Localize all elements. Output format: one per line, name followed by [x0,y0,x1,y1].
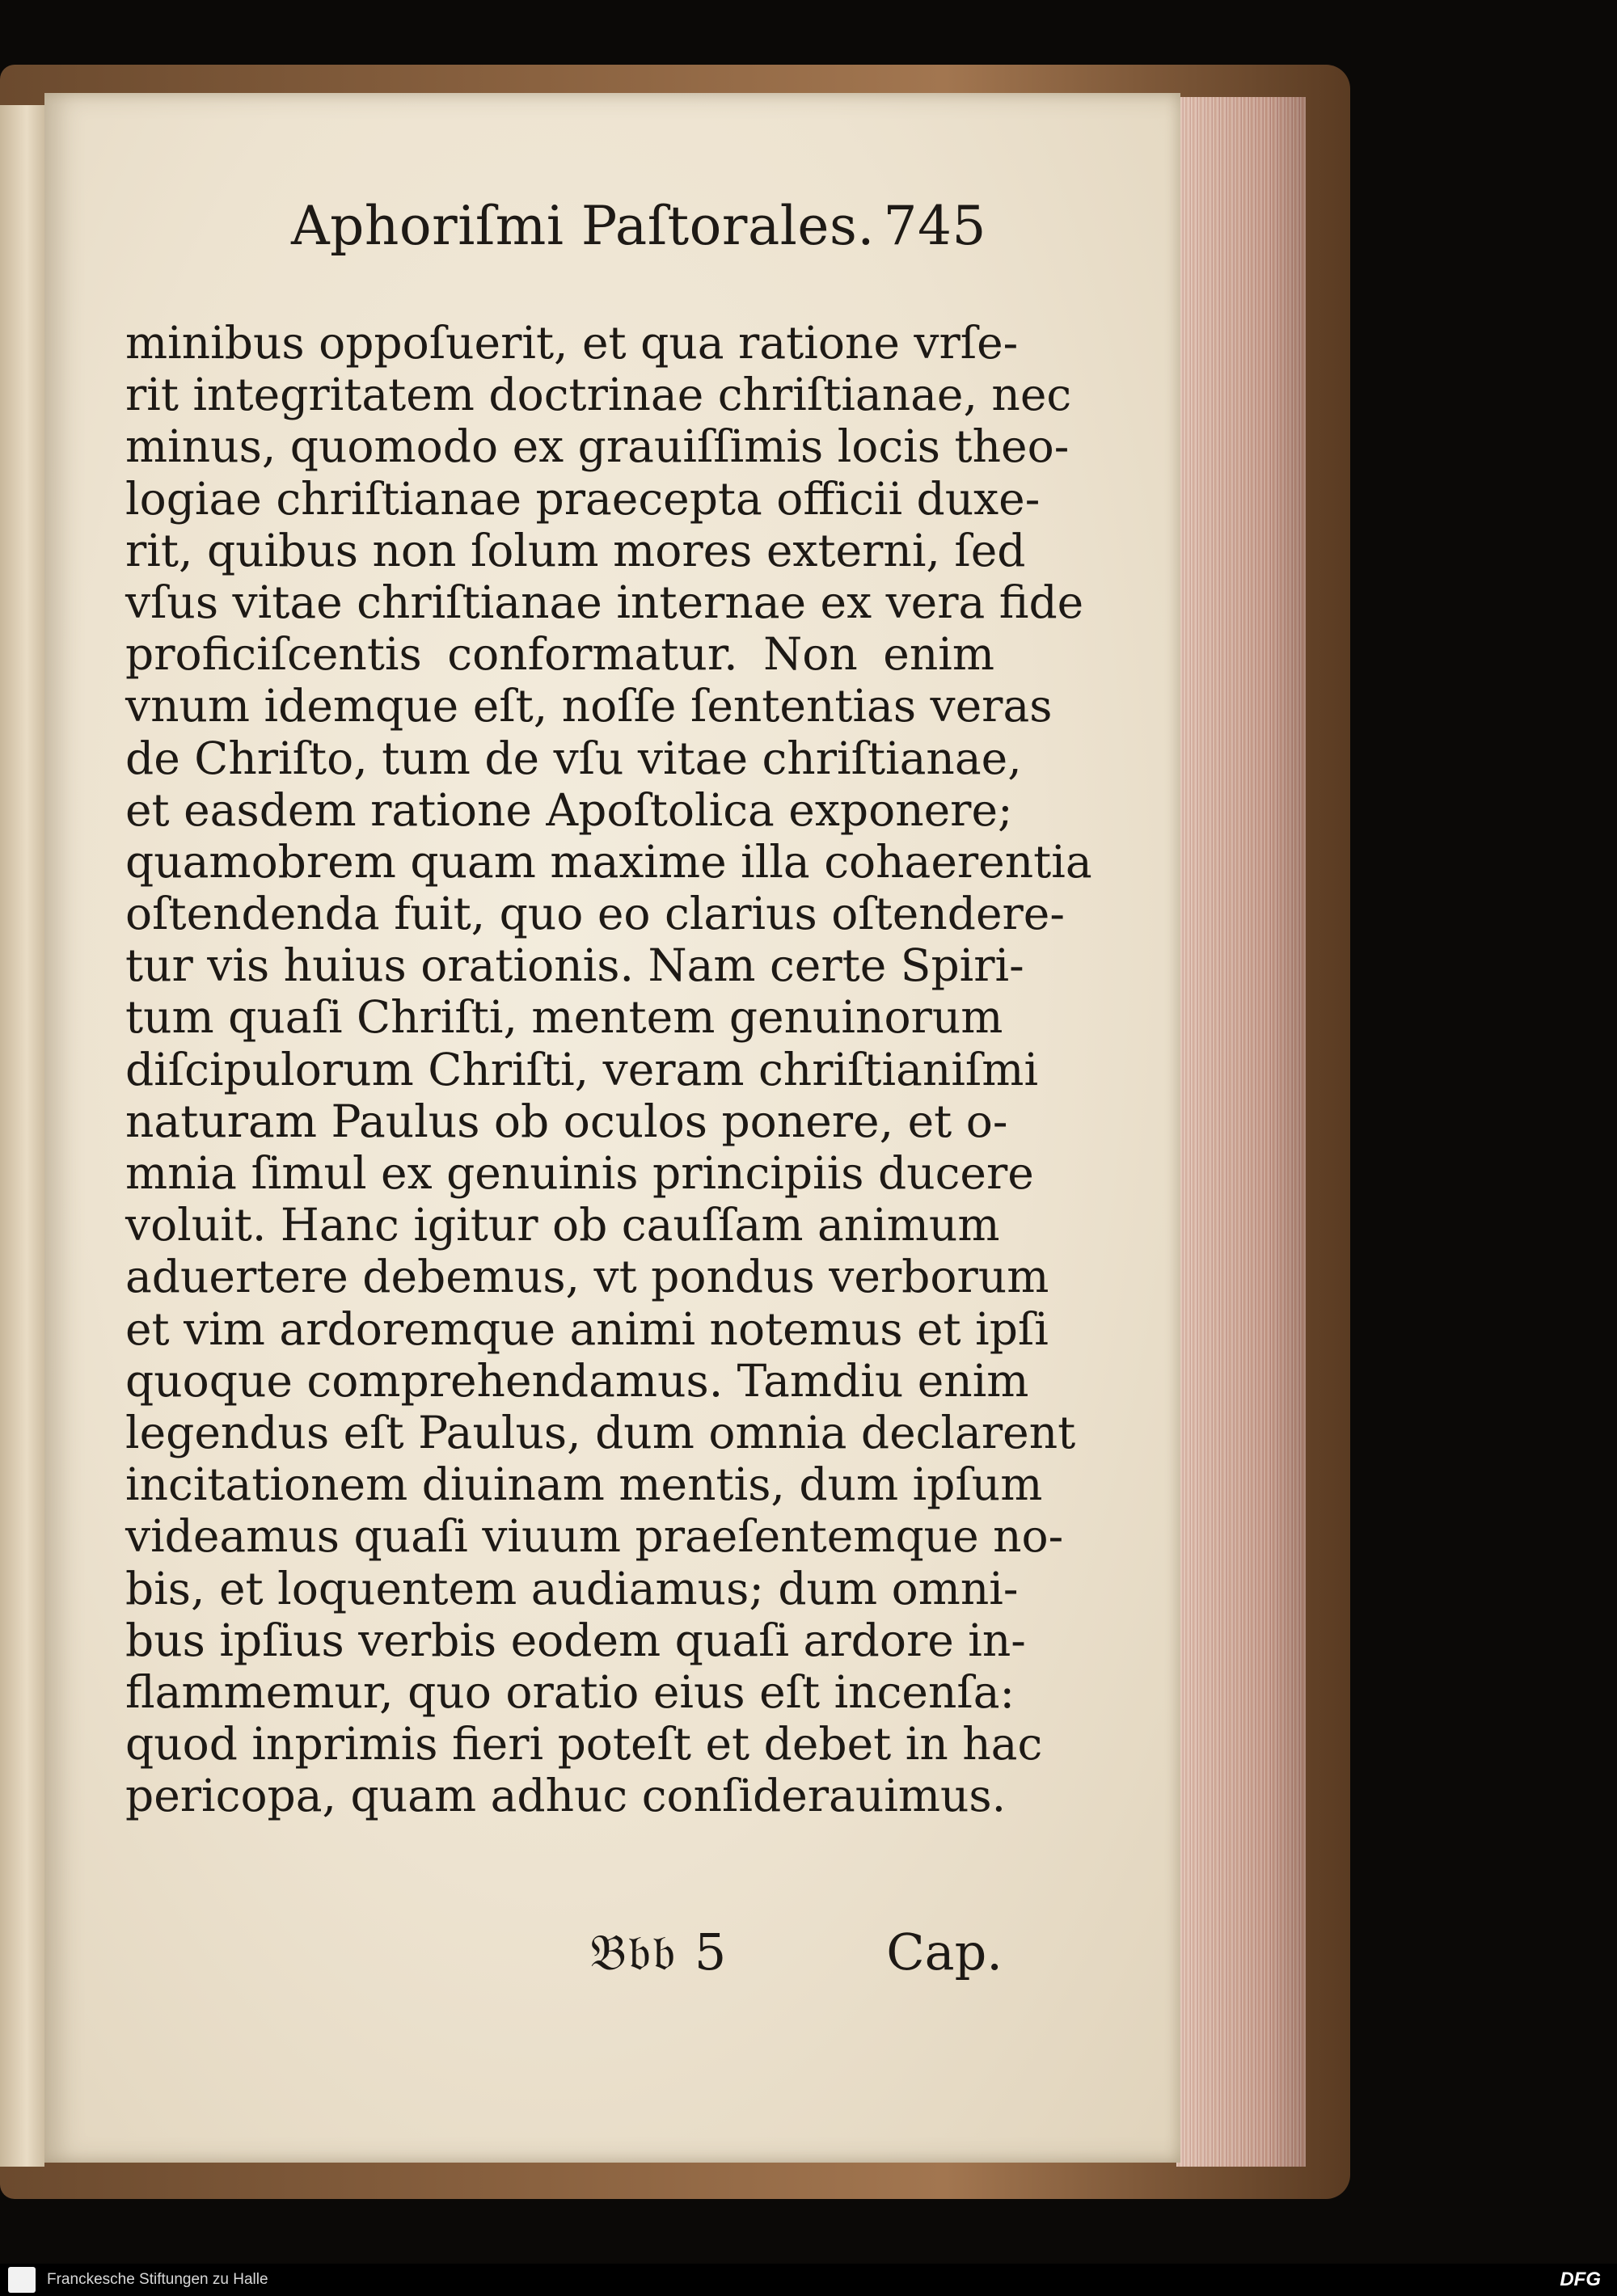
text-line: tur vis huius orationis. Nam certe Spiri- [125,939,1024,992]
text-line: flammemur, quo oratio eius eſt incenſa: [125,1665,1015,1718]
text-line: aduertere debemus, vt pondus verborum [125,1251,1049,1303]
text-line: minus, quomodo ex grauiſſimis locis theo- [125,420,1070,473]
text-line: minibus oppoſuerit, et qua ratione vrſe- [125,317,1019,369]
text-line: quamobrem quam maxime illa cohaerentia [125,835,1092,888]
text-line: oſtendenda fuit, quo eo clarius oſtendere- [125,888,1065,940]
text-line: vſus vitae chriſtianae internae ex vera fide [125,576,1084,628]
catchword: Cap. [886,1922,1003,1982]
viewer-bottom-bar [0,2264,1617,2296]
text-line: diſcipulorum Chriſti, veram chriſtianiſmi [125,1043,1039,1095]
page-block-shade [1176,97,1306,2167]
text-line: quod inprimis fieri poteſt et debet in hac [125,1718,1043,1771]
text-line: naturam Paulus ob oculos ponere, et o- [125,1095,1008,1147]
text-line: incitationem diuinam mentis, dum ipſum [125,1458,1043,1511]
text-line: tum quaſi Chriſti, mentem genuinorum [125,991,1003,1044]
text-line: de Chriſto, tum de vſu vitae chriſtianae, [125,732,1022,784]
text-line: voluit. Hanc igitur ob cauſſam animum [125,1199,1000,1251]
text-line: pericopa, quam adhuc conſiderauimus. [125,1770,1007,1822]
institution-name: Franckesche Stiftungen zu Halle [47,2271,268,2288]
text-line: bis, et loquentem audiamus; dum omni- [125,1562,1019,1614]
institution-logo-icon [8,2267,36,2293]
running-title: Aphoriſmi Paſtorales. [291,195,875,257]
text-line: rit integritatem doctrinae chriſtianae, nec [125,369,1072,421]
page-number: 745 [883,195,986,257]
text-line: quoque comprehendamus. Tamdiu enim [125,1354,1029,1407]
page-footer [125,1920,1003,1985]
funder-logo: DFG [1560,2269,1601,2290]
text-line: mnia ſimul ex genuinis principiis ducere [125,1147,1034,1199]
text-line: vnum idemque eſt, noſſe ſententias veras [125,680,1053,732]
facing-page-edge [0,105,44,2167]
text-line: et easdem ratione Apoſtolica exponere; [125,783,1013,836]
signature-mark: 𝔅𝔟𝔟 5 [590,1922,728,1982]
page-body-text [125,317,1092,1822]
text-line: videamus quaſi viuum praeſentemque no- [125,1510,1064,1563]
text-line: logiae chriſtianae praecepta officii duxe- [125,472,1041,525]
text-line: proficiſcentis conformatur. Non enim [125,628,994,681]
text-line: bus ipſius verbis eodem quaſi ardore in- [125,1614,1026,1666]
text-line: rit, quibus non ſolum mores externi, ſed [125,524,1026,576]
text-line: et vim ardoremque animi notemus et ipſi [125,1302,1049,1355]
running-header [291,194,986,259]
text-line: legendus eſt Paulus, dum omnia declarent [125,1406,1076,1458]
